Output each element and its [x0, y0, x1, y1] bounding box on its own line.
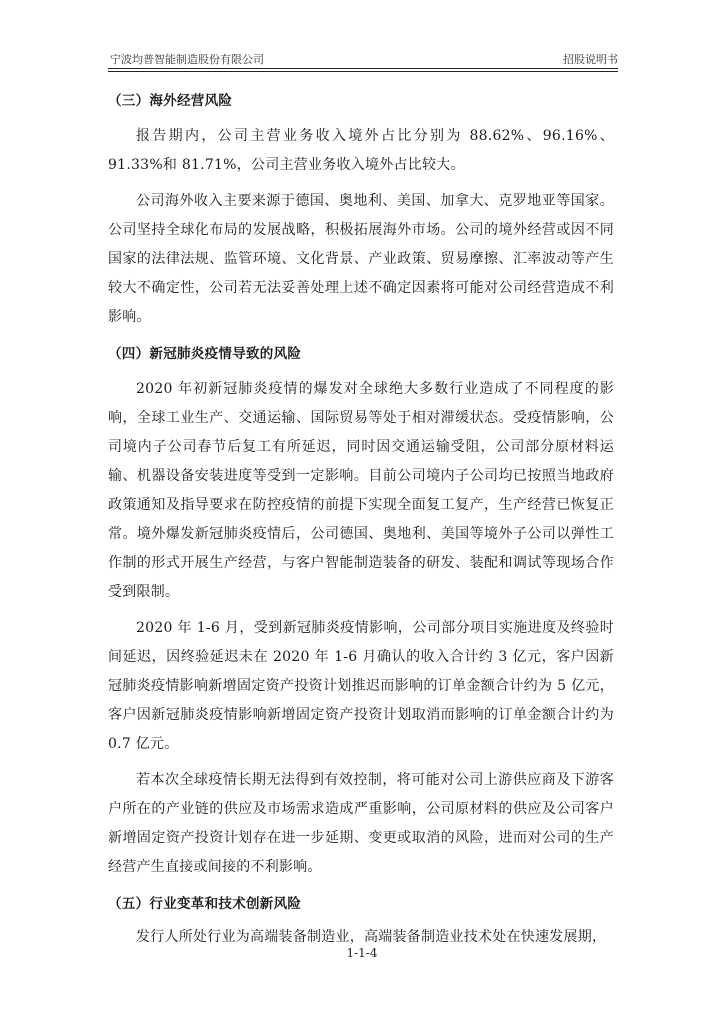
paragraph: 发行人所处行业为高端装备制造业，高端装备制造业技术处在快速发展期，: [136, 929, 607, 945]
section-heading-overseas-risk: （三）海外经营风险: [108, 93, 233, 109]
paragraph: 2020 年初新冠肺炎疫情的爆发对全球绝大多数行业造成了不同程度的影响，全球工业生产、交通运输、国际贸易等处于相对滞缓状态。受疫情影响，公司境内子公司春节后复工有所延迟，同时因交通运输受阻，公司部分原材料运输、机器设备安装进度等受到一定影响。目前公司境内子公司均已按照当地政府政策通知及指导要求在防控疫情的前提下实现全面复工复产，生产经营已恢复正常。境外爆发新冠肺炎疫情后，公司德国、奥地利、美国等境外子公司以弹性工作制的形式开展生产经营，与客户智能制造装备的研发、装配和调试等现场合作受到限制。: [108, 381, 614, 600]
header-divider-thin: [108, 71, 618, 72]
header-company-name: 宁波均普智能制造股份有限公司: [110, 53, 264, 66]
document-body: [108, 86, 614, 959]
header-document-type: 招股说明书: [563, 53, 618, 66]
paragraph: 若本次全球疫情长期无法得到有效控制，将可能对公司上游供应商及下游客户所在的产业链的供应及市场需求造成严重影响，公司原材料的供应及公司客户新增固定资产投资计划存在进一步延期、变更或取消的风险，进而对公司的生产经营产生直接或间接的不利影响。: [108, 772, 614, 875]
page-header: [106, 50, 618, 70]
page-number: 1-1-4: [346, 946, 378, 960]
paragraph: 2020 年 1-6 月，受到新冠肺炎疫情影响，公司部分项目实施进度及终验时间延迟，因终验延迟未在 2020 年 1-6 月确认的收入合计约 3 亿元，客户因新冠肺炎疫情影响新增固定资产投资计划推迟而影响的订单金额合计约为 5 亿元，客户因新冠肺炎疫情影响新增固定资产投资计划取消而影响的订单金额合计约为 0.7 亿元。: [108, 620, 614, 752]
section-heading-industry-tech-risk: （五）行业变革和技术创新风险: [108, 896, 302, 912]
header-divider: [108, 68, 618, 69]
paragraph: 公司海外收入主要来源于德国、奥地利、美国、加拿大、克罗地亚等国家。公司坚持全球化布局的发展战略，积极拓展海外市场。公司的境外经营或因不同国家的法律法规、监管环境、文化背景、产业政策、贸易摩擦、汇率波动等产生较大不确定性，公司若无法妥善处理上述不确定因素将可能对公司经营造成不利影响。: [108, 193, 614, 325]
section-heading-covid-risk: （四）新冠肺炎疫情导致的风险: [108, 346, 302, 362]
paragraph: 报告期内，公司主营业务收入境外占比分别为 88.62%、96.16%、91.33%和 81.71%，公司主营业务收入境外占比较大。: [108, 128, 614, 173]
